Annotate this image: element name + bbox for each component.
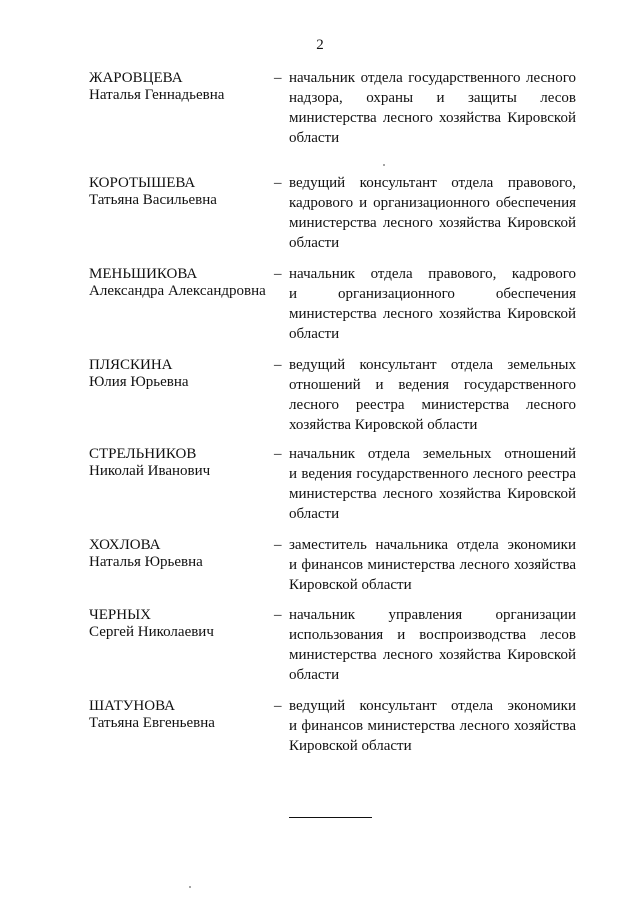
scan-speck	[383, 164, 385, 166]
description-line: лесного реестра министерства лесного	[289, 397, 576, 413]
description-line: области	[289, 326, 340, 342]
description-line: использования и воспроизводства лесов	[289, 627, 576, 643]
person-surname: ШАТУНОВА	[89, 698, 175, 714]
person-given-names: Татьяна Евгеньевна	[89, 715, 215, 731]
person-surname: ХОХЛОВА	[89, 537, 161, 553]
position-description	[289, 264, 576, 344]
position-description	[289, 173, 576, 253]
person-surname: КОРОТЫШЕВА	[89, 175, 196, 191]
description-line: заместитель начальника отдела экономики	[289, 537, 576, 553]
closing-rule	[289, 817, 372, 818]
position-description	[289, 444, 576, 524]
description-line: области	[289, 235, 340, 251]
description-line: Кировской области	[289, 577, 412, 593]
description-line: министерства лесного хозяйства Кировской	[289, 306, 576, 322]
person-given-names: Наталья Геннадьевна	[89, 87, 225, 103]
person-surname: ПЛЯСКИНА	[89, 357, 173, 373]
description-line: начальник управления организации	[289, 607, 576, 623]
separator-dash: –	[274, 698, 282, 714]
description-line: отношений и ведения государственного	[289, 377, 576, 393]
description-line: начальник отдела правового, кадрового	[289, 266, 576, 282]
separator-dash: –	[274, 607, 282, 623]
person-surname: ЖАРОВЦЕВА	[89, 70, 183, 86]
description-line: министерства лесного хозяйства Кировской	[289, 215, 576, 231]
person-given-names: Николай Иванович	[89, 463, 211, 479]
person-surname: ЧЕРНЫХ	[89, 607, 151, 623]
position-description	[289, 605, 576, 685]
description-line: кадрового и организационного обеспечения	[289, 195, 576, 211]
description-line: и организационного обеспечения	[289, 286, 576, 302]
description-line: области	[289, 667, 340, 683]
separator-dash: –	[274, 175, 282, 191]
description-line: и финансов министерства лесного хозяйства	[289, 557, 576, 573]
scan-speck	[189, 886, 191, 888]
position-description	[289, 535, 576, 595]
page-number: 2	[316, 37, 324, 53]
description-line: ведущий консультант отдела правового,	[289, 175, 576, 191]
person-given-names: Сергей Николаевич	[89, 624, 214, 640]
person-given-names: Юлия Юрьевна	[89, 374, 189, 390]
description-line: хозяйства Кировской области	[289, 417, 478, 433]
person-given-names: Наталья Юрьевна	[89, 554, 203, 570]
person-surname: СТРЕЛЬНИКОВ	[89, 446, 197, 462]
description-line: надзора, охраны и защиты лесов	[289, 90, 576, 106]
description-line: министерства лесного хозяйства Кировской	[289, 110, 576, 126]
person-given-names: Александра Александровна	[89, 283, 266, 299]
position-description	[289, 355, 576, 435]
description-line: министерства лесного хозяйства Кировской	[289, 647, 576, 663]
description-line: и ведения государственного лесного реестра	[289, 466, 576, 482]
separator-dash: –	[274, 446, 282, 462]
separator-dash: –	[274, 70, 282, 86]
description-line: начальник отдела земельных отношений	[289, 446, 576, 462]
separator-dash: –	[274, 537, 282, 553]
description-line: начальник отдела государственного лесного	[289, 70, 576, 86]
description-line: области	[289, 506, 340, 522]
person-surname: МЕНЬШИКОВА	[89, 266, 198, 282]
description-line: Кировской области	[289, 738, 412, 754]
description-line: ведущий консультант отдела экономики	[289, 698, 576, 714]
description-line: ведущий консультант отдела земельных	[289, 357, 576, 373]
position-description	[289, 68, 576, 148]
person-given-names: Татьяна Васильевна	[89, 192, 217, 208]
description-line: министерства лесного хозяйства Кировской	[289, 486, 576, 502]
description-line: области	[289, 130, 340, 146]
separator-dash: –	[274, 357, 282, 373]
separator-dash: –	[274, 266, 282, 282]
description-line: и финансов министерства лесного хозяйства	[289, 718, 576, 734]
position-description	[289, 696, 576, 756]
